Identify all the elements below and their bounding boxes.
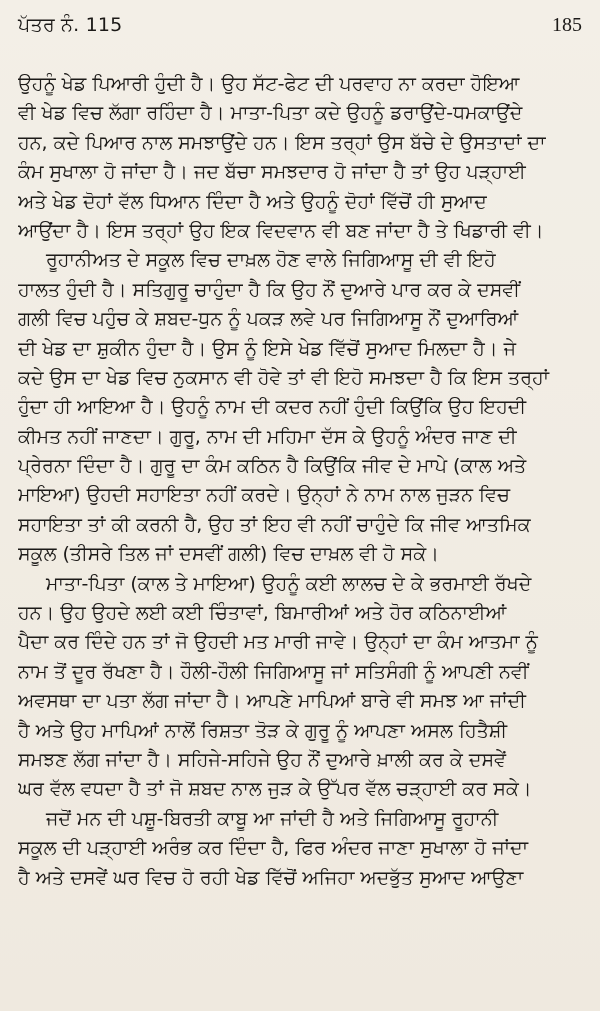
running-head: ਪੱਤਰ ਨੰ. 115 (18, 14, 123, 36)
text-line: ਆਉਂਦਾ ਹੈ। ਇਸ ਤਰ੍ਹਾਂ ਉਹ ਇਕ ਵਿਦਵਾਨ ਵੀ ਬਣ ਜਾਂਦਾ ਹੈ ਤੇ ਖਿਡਾਰੀ ਵੀ। (18, 219, 544, 242)
page-body (18, 70, 582, 893)
text-line: ਹਾਲਤ ਹੁੰਦੀ ਹੈ। ਸਤਿਗੁਰੂ ਚਾਹੁੰਦਾ ਹੈ ਕਿ ਉਹ ਨੌਂ ਦੁਆਰੇ ਪਾਰ ਕਰ ਕੇ ਦਸਵੀਂ (18, 278, 520, 301)
text-line: ਸਹਾਇਤਾ ਤਾਂ ਕੀ ਕਰਨੀ ਹੈ, ਉਹ ਤਾਂ ਇਹ ਵੀ ਨਹੀਂ ਚਾਹੁੰਦੇ ਕਿ ਜੀਵ ਆਤਮਿਕ (18, 513, 531, 536)
text-line: ਰੂਹਾਨੀਅਤ ਦੇ ਸਕੂਲ ਵਿਚ ਦਾਖ਼ਲ ਹੋਣ ਵਾਲੇ ਜਿਗਿਆਸੂ ਦੀ ਵੀ ਇਹੋ (46, 249, 496, 272)
page-number: 185 (552, 14, 582, 36)
text-line: ਸਕੂਲ ਦੀ ਪੜ੍ਹਾਈ ਅਰੰਭ ਕਰ ਦਿੰਦਾ ਹੈ, ਫਿਰ ਅੰਦਰ ਜਾਣਾ ਸੁਖਾਲਾ ਹੋ ਜਾਂਦਾ (18, 837, 529, 860)
text-line: ਦੀ ਖੇਡ ਦਾ ਸ਼ੁਕੀਨ ਹੁੰਦਾ ਹੈ। ਉਸ ਨੂੰ ਇਸੇ ਖੇਡ ਵਿੱਚੋਂ ਸੁਆਦ ਮਿਲਦਾ ਹੈ। ਜੇ (18, 337, 516, 360)
text-line: ਮਾਤਾ-ਪਿਤਾ (ਕਾਲ ਤੇ ਮਾਇਆ) ਉਹਨੂੰ ਕਈ ਲਾਲਚ ਦੇ ਕੇ ਭਰਮਾਈ ਰੱਖਦੇ (46, 572, 532, 595)
text-line: ਪੈਦਾ ਕਰ ਦਿੰਦੇ ਹਨ ਤਾਂ ਜੋ ਉਹਦੀ ਮਤ ਮਾਰੀ ਜਾਵੇ। ਉਨ੍ਹਾਂ ਦਾ ਕੰਮ ਆਤਮਾ ਨੂੰ (18, 631, 538, 654)
text-line: ਹੁੰਦਾ ਹੀ ਆਇਆ ਹੈ। ਉਹਨੂੰ ਨਾਮ ਦੀ ਕਦਰ ਨਹੀਂ ਹੁੰਦੀ ਕਿਉਂਕਿ ਉਹ ਇਹਦੀ (18, 396, 527, 419)
text-line: ਹਨ। ਉਹ ਉਹਦੇ ਲਈ ਕਈ ਚਿੰਤਾਵਾਂ, ਬਿਮਾਰੀਆਂ ਅਤੇ ਹੋਰ ਕਠਿਨਾਈਆਂ (18, 602, 507, 625)
text-line: ਸਮਝਣ ਲੱਗ ਜਾਂਦਾ ਹੈ। ਸਹਿਜੇ-ਸਹਿਜੇ ਉਹ ਨੌਂ ਦੁਆਰੇ ਖ਼ਾਲੀ ਕਰ ਕੇ ਦਸਵੇਂ (18, 748, 507, 771)
page-header (18, 14, 582, 52)
text-line: ਹੈ ਅਤੇ ਦਸਵੇਂ ਘਰ ਵਿਚ ਹੋ ਰਹੀ ਖੇਡ ਵਿੱਚੋਂ ਅਜਿਹਾ ਅਦਭੁੱਤ ਸੁਆਦ ਆਉਣਾ (18, 866, 524, 889)
text-line: ਕੀਮਤ ਨਹੀਂ ਜਾਣਦਾ। ਗੁਰੂ, ਨਾਮ ਦੀ ਮਹਿਮਾ ਦੱਸ ਕੇ ਉਹਨੂੰ ਅੰਦਰ ਜਾਣ ਦੀ (18, 425, 517, 448)
text-line: ਹਨ, ਕਦੇ ਪਿਆਰ ਨਾਲ ਸਮਝਾਉਂਦੇ ਹਨ। ਇਸ ਤਰ੍ਹਾਂ ਉਸ ਬੱਚੇ ਦੇ ਉਸਤਾਦਾਂ ਦਾ (18, 131, 546, 154)
text-line: ਗਲੀ ਵਿਚ ਪਹੁੰਚ ਕੇ ਸ਼ਬਦ-ਧੁਨ ਨੂੰ ਪਕੜ ਲਵੇ ਪਰ ਜਿਗਿਆਸੂ ਨੌਂ ਦੁਆਰਿਆਂ (18, 308, 519, 331)
text-line: ਨਾਮ ਤੋਂ ਦੂਰ ਰੱਖਣਾ ਹੈ। ਹੌਲੀ-ਹੌਲੀ ਜਿਗਿਆਸੂ ਜਾਂ ਸਤਿਸੰਗੀ ਨੂੰ ਆਪਣੀ ਨਵੀਂ (18, 660, 529, 683)
text-line: ਘਰ ਵੱਲ ਵਧਦਾ ਹੈ ਤਾਂ ਜੋ ਸ਼ਬਦ ਨਾਲ ਜੁੜ ਕੇ ਉੱਪਰ ਵੱਲ ਚੜ੍ਹਾਈ ਕਰ ਸਕੇ। (18, 778, 532, 801)
text-line: ਅਤੇ ਖੇਡ ਦੋਹਾਂ ਵੱਲ ਧਿਆਨ ਦਿੰਦਾ ਹੈ ਅਤੇ ਉਹਨੂੰ ਦੋਹਾਂ ਵਿੱਚੋਂ ਹੀ ਸੁਆਦ (18, 190, 487, 213)
text-line: ਉਹਨੂੰ ਖੇਡ ਪਿਆਰੀ ਹੁੰਦੀ ਹੈ। ਉਹ ਸੱਟ-ਫੇਟ ਦੀ ਪਰਵਾਹ ਨਾ ਕਰਦਾ ਹੋਇਆ (18, 73, 520, 95)
text-line: ਸਕੂਲ (ਤੀਸਰੇ ਤਿਲ ਜਾਂ ਦਸਵੀਂ ਗਲੀ) ਵਿਚ ਦਾਖ਼ਲ ਵੀ ਹੋ ਸਕੇ। (18, 543, 439, 566)
text-line: ਮਾਇਆ) ਉਹਦੀ ਸਹਾਇਤਾ ਨਹੀਂ ਕਰਦੇ। ਉਨ੍ਹਾਂ ਨੇ ਨਾਮ ਨਾਲ ਜੁੜਨ ਵਿਚ (18, 484, 510, 507)
text-line: ਜਦੋਂ ਮਨ ਦੀ ਪਸ਼ੂ-ਬਿਰਤੀ ਕਾਬੂ ਆ ਜਾਂਦੀ ਹੈ ਅਤੇ ਜਿਗਿਆਸੂ ਰੂਹਾਨੀ (46, 807, 499, 830)
text-line: ਵੀ ਖੇਡ ਵਿਚ ਲੱਗਾ ਰਹਿੰਦਾ ਹੈ। ਮਾਤਾ-ਪਿਤਾ ਕਦੇ ਉਹਨੂੰ ਡਰਾਉਂਦੇ-ਧਮਕਾਉਂਦੇ (18, 102, 523, 125)
text-line: ਕੰਮ ਸੁਖਾਲਾ ਹੋ ਜਾਂਦਾ ਹੈ। ਜਦ ਬੱਚਾ ਸਮਝਦਾਰ ਹੋ ਜਾਂਦਾ ਹੈ ਤਾਂ ਉਹ ਪੜ੍ਹਾਈ (18, 161, 526, 184)
text-line: ਕਦੇ ਉਸ ਦਾ ਖੇਡ ਵਿਚ ਨੁਕਸਾਨ ਵੀ ਹੋਵੇ ਤਾਂ ਵੀ ਇਹੋ ਸਮਝਦਾ ਹੈ ਕਿ ਇਸ ਤਰ੍ਹਾਂ (18, 366, 550, 389)
text-line: ਪ੍ਰੇਰਨਾ ਦਿੰਦਾ ਹੈ। ਗੁਰੂ ਦਾ ਕੰਮ ਕਠਿਨ ਹੈ ਕਿਉਂਕਿ ਜੀਵ ਦੇ ਮਾਪੇ (ਕਾਲ ਅਤੇ (18, 455, 527, 478)
text-line: ਅਵਸਥਾ ਦਾ ਪਤਾ ਲੱਗ ਜਾਂਦਾ ਹੈ। ਆਪਣੇ ਮਾਪਿਆਂ ਬਾਰੇ ਵੀ ਸਮਝ ਆ ਜਾਂਦੀ (18, 690, 526, 713)
text-line: ਹੈ ਅਤੇ ਉਹ ਮਾਪਿਆਂ ਨਾਲੋਂ ਰਿਸ਼ਤਾ ਤੋੜ ਕੇ ਗੁਰੂ ਨੂੰ ਆਪਣਾ ਅਸਲ ਹਿਤੈਸ਼ੀ (18, 719, 508, 742)
